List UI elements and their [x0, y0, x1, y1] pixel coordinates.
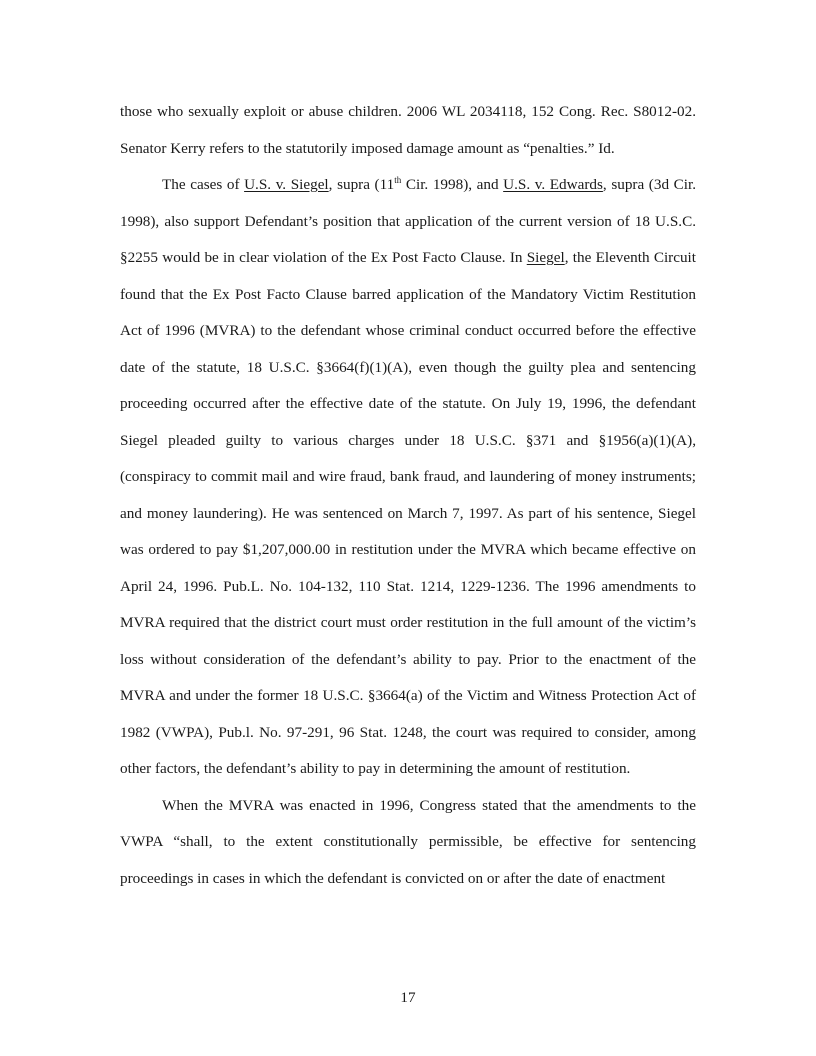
- ordinal-superscript: th: [394, 174, 402, 185]
- paragraph-siegel-edwards: [120, 167, 696, 788]
- case-citation-siegel: U.S. v. Siegel: [244, 176, 329, 193]
- body-text: [120, 94, 696, 897]
- paragraph-continued: [120, 94, 696, 167]
- page-number: 17: [400, 989, 416, 1006]
- text-segment: , the Eleventh Circuit found that the Ex Post Facto Clause barred application of the Mandatory Victim Restitution Act of 1996 (MVRA) to the defendant whose criminal conduct occurred before the effective date of the statute, 18 U.S.C. §3664(f)(1)(A), even though the guilty plea and sentencing proceeding occurred after the effective date of the statute. On July 19, 1996, the defendant Siegel pleaded guilty to various charges under 18 U.S.C. §371 and §1956(a)(1)(A), (conspiracy to commit mail and wire fraud, bank fraud, and laundering of money instruments; and money laundering). He was sentenced on March 7, 1997. As part of his sentence, Siegel was ordered to pay $1,207,000.00 in restitution under the MVRA which became effective on April 24, 1996. Pub.L. No. 104-132, 110 Stat. 1214, 1229-1236. The 1996 amendments to MVRA required that the district court must order restitution in the full amount of the victim’s loss without consideration of the defendant’s ability to pay. Prior to the enactment of the MVRA and under the former 18 U.S.C. §3664(a) of the Victim and Witness Protection Act of 1982 (VWPA), Pub.l. No. 97-291, 96 Stat. 1248, the court was required to consider, among other factors, the defendant’s ability to pay in determining the amount of restitution.: [120, 249, 696, 777]
- text-segment: Cir. 1998), and: [401, 176, 504, 193]
- case-citation-siegel-short: Siegel: [526, 249, 565, 266]
- text-segment: When the MVRA was enacted in 1996, Congress stated that the amendments to the VWPA “shall, to the extent constitutionally permissible, be effective for sentencing proceedings in cases in which the defendant is convicted on or after the date of enactment: [120, 796, 696, 887]
- text-segment: The cases of: [162, 176, 245, 193]
- text-segment: those who sexually exploit or abuse children. 2006 WL 2034118, 152 Cong. Rec. S8012-02. Senator Kerry refers to the statutorily imposed damage amount as “penalties.” Id.: [120, 103, 696, 157]
- text-segment: , supra (3d Cir. 1998), also support Defendant’s position that application of the current version of 18 U.S.C. §2255 would be in clear violation of the Ex Post Facto Clause. In: [120, 176, 697, 266]
- case-citation-edwards: U.S. v. Edwards: [503, 176, 603, 193]
- paragraph-mvra-enactment: [120, 788, 696, 898]
- text-segment: , supra (11: [328, 176, 395, 193]
